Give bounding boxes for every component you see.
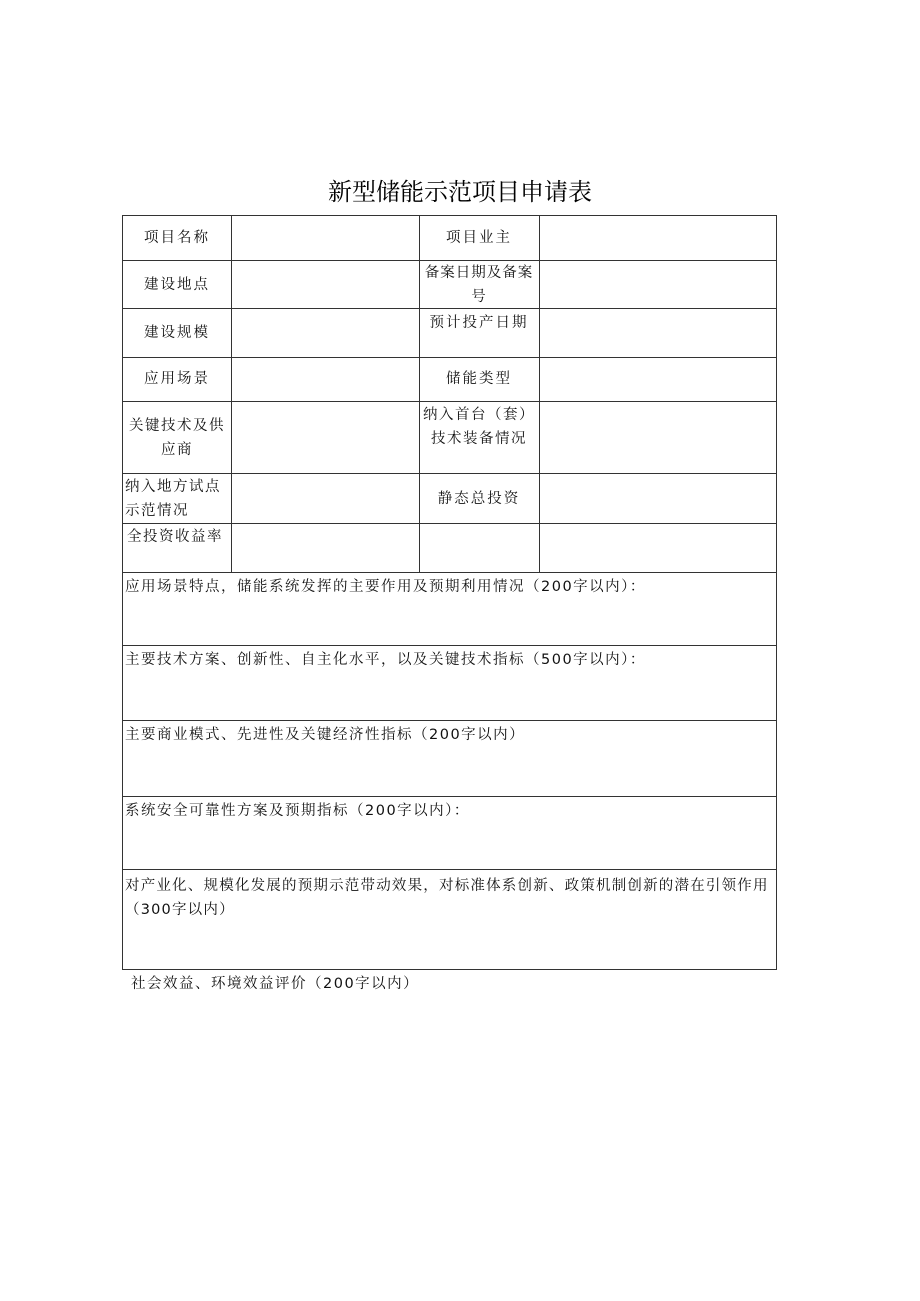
row-divider — [123, 720, 776, 721]
label-static-total-investment: 静态总投资 — [437, 491, 521, 507]
key-tech-suppliers-field[interactable] — [233, 403, 418, 472]
section-scenario-features-field[interactable] — [125, 600, 774, 644]
blank-value-cell[interactable] — [541, 525, 775, 571]
label-construction-scale: 建设规模 — [144, 325, 210, 341]
section-technical-plan: 主要技术方案、创新性、自主化水平，以及关键技术指标（500字以内）： — [125, 652, 646, 668]
row-divider — [123, 645, 776, 646]
label-filing-date-number: 备案日期及备案号 — [424, 265, 534, 305]
label-key-tech-suppliers: 关键技术及供应商 — [129, 418, 225, 458]
section-demonstration-effect: 对产业化、规模化发展的预期示范带动效果，对标准体系创新、政策机制创新的潜在引领作用（300字以内） — [125, 878, 769, 918]
filing-date-number-field[interactable] — [541, 262, 775, 307]
row-divider — [123, 869, 776, 870]
label-project-name: 项目名称 — [144, 230, 210, 246]
section-demonstration-effect-field[interactable] — [125, 924, 774, 968]
section-scenario-features: 应用场景特点，储能系统发挥的主要作用及预期利用情况（200字以内）： — [125, 579, 646, 595]
label-project-owner: 项目业主 — [446, 230, 512, 246]
project-name-field[interactable] — [233, 218, 418, 258]
section-safety-reliability: 系统安全可靠性方案及预期指标（200字以内）： — [125, 803, 470, 819]
total-investment-return-field[interactable] — [233, 525, 418, 571]
static-total-investment-field[interactable] — [541, 475, 775, 522]
row-divider — [123, 401, 776, 402]
label-application-scenario: 应用场景 — [144, 371, 210, 387]
local-pilot-demo-field[interactable] — [233, 475, 418, 522]
blank-cell[interactable] — [421, 525, 538, 571]
expected-operation-date-field[interactable] — [541, 310, 775, 356]
label-local-pilot-demo: 纳入地方试点示范情况 — [125, 479, 221, 519]
label-first-set-equipment: 纳入首台（套）技术装备情况 — [423, 407, 535, 447]
section-business-model: 主要商业模式、先进性及关键经济性指标（200字以内） — [125, 727, 526, 743]
application-scenario-field[interactable] — [233, 359, 418, 400]
row-divider — [123, 523, 776, 524]
project-owner-field[interactable] — [541, 218, 775, 258]
social-environmental-benefit-note: 社会效益、环境效益评价（200字以内） — [131, 976, 420, 992]
row-divider — [123, 796, 776, 797]
label-construction-site: 建设地点 — [144, 277, 210, 293]
construction-site-field[interactable] — [233, 262, 418, 307]
column-divider — [539, 216, 540, 572]
form-title: 新型储能示范项目申请表 — [328, 178, 592, 206]
section-technical-plan-field[interactable] — [125, 673, 774, 719]
column-divider — [419, 216, 420, 572]
first-set-equipment-field[interactable] — [541, 403, 775, 472]
row-divider — [123, 473, 776, 474]
label-total-investment-return: 全投资收益率 — [127, 529, 223, 545]
column-divider — [231, 216, 232, 572]
application-form-table — [122, 215, 777, 970]
section-safety-reliability-field[interactable] — [125, 824, 774, 868]
label-storage-type: 储能类型 — [446, 371, 512, 387]
section-business-model-field[interactable] — [125, 748, 774, 795]
label-expected-operation-date: 预计投产日期 — [429, 315, 529, 331]
storage-type-field[interactable] — [541, 359, 775, 400]
construction-scale-field[interactable] — [233, 310, 418, 356]
row-divider — [123, 357, 776, 358]
row-divider — [123, 572, 776, 573]
